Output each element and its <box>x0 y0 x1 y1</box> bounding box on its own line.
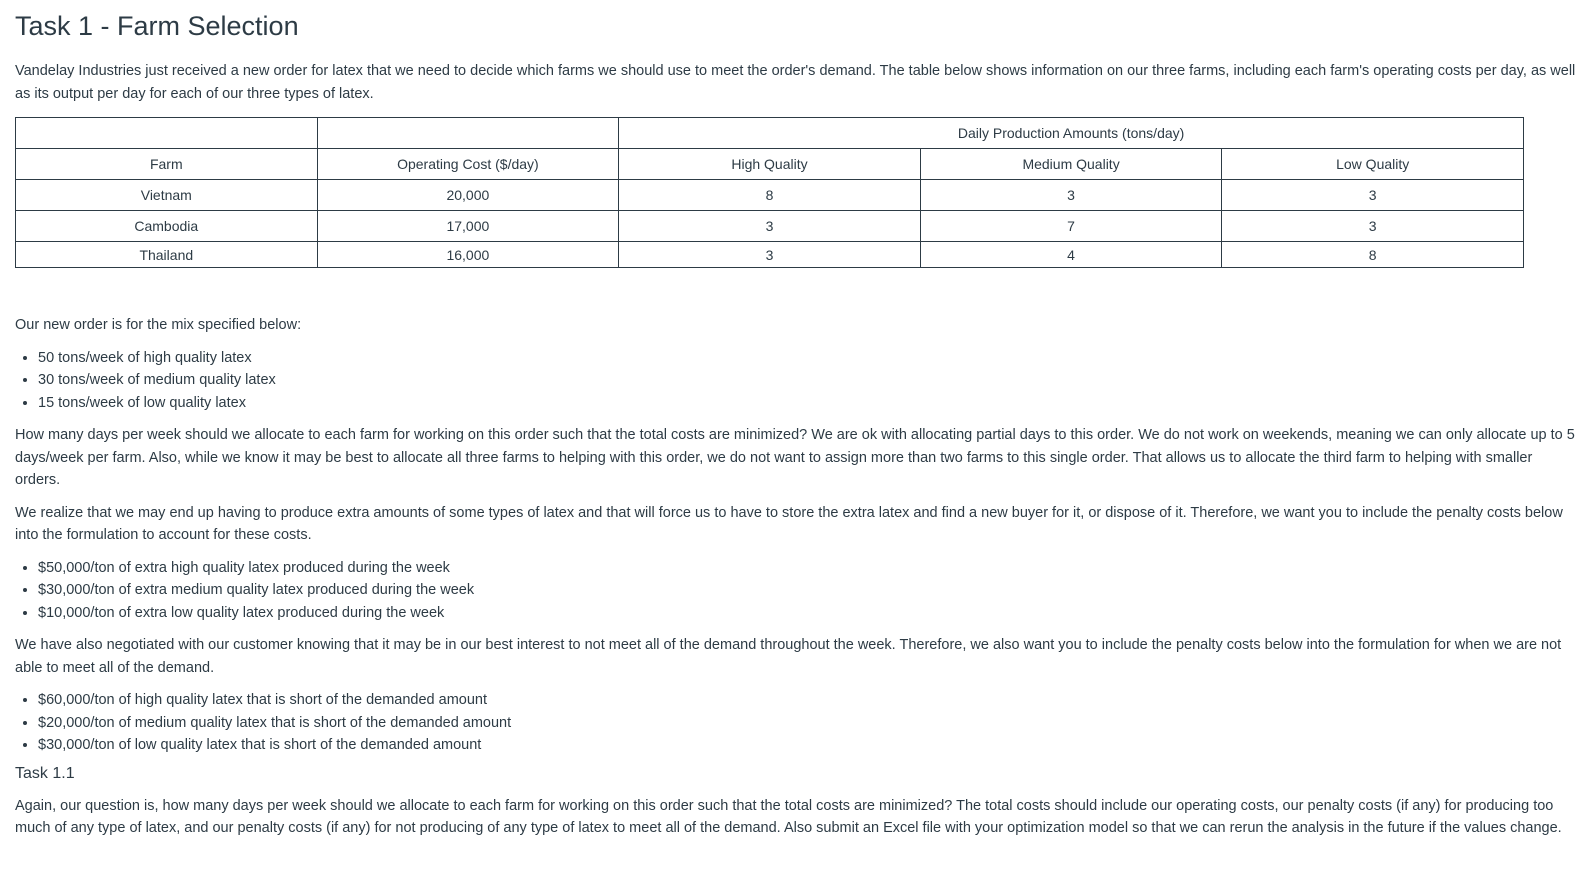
table-cell <box>16 118 318 149</box>
list-item: • $30,000/ton of extra medium quality latex produced during the week <box>38 579 1580 602</box>
list-item: • $20,000/ton of medium quality latex that is short of the demanded amount <box>38 712 1580 735</box>
table-row <box>16 180 1524 211</box>
table-cell: 20,000 <box>317 180 619 211</box>
task-paragraph: Again, our question is, how many days per week should we allocate to each farm for working on this order such that the total costs are minimized? The total costs should include our operating costs, our penalty costs (if any) for producing too much of any type of latex, and our penalty costs (if any) for not producing of any type of latex to meet all of the demand. Also submit an Excel file with your optimization model so that we can rerun the analysis in the future if the values change. <box>15 797 1562 836</box>
list-item: • $10,000/ton of extra low quality latex produced during the week <box>38 602 1580 625</box>
table-row <box>16 211 1524 242</box>
page-content <box>15 0 1580 840</box>
table-header-row <box>16 149 1524 180</box>
order-intro: Our new order is for the mix specified below: <box>15 317 302 333</box>
table-cell <box>317 118 619 149</box>
table-cell: 3 <box>1222 211 1524 242</box>
intro-paragraph: Vandelay Industries just received a new order for latex that we need to decide which farms we should use to meet the order's demand. The table below shows information on our three farms, including each farm's operating costs per day, as well as its output per day for each of our three types of latex. <box>15 63 1576 102</box>
order-list <box>15 347 1580 415</box>
table-cell: Cambodia <box>16 211 318 242</box>
list-item: • $50,000/ton of extra high quality latex produced during the week <box>38 557 1580 580</box>
column-header: Medium Quality <box>920 149 1222 180</box>
extra-intro: We realize that we may end up having to produce extra amounts of some types of latex and that will force us to have to store the extra latex and find a new buyer for it, or dispose of it. Therefore, we want you to include the penalty costs below into the formulation to account for these costs. <box>15 504 1563 543</box>
list-item: • 30 tons/week of medium quality latex <box>38 369 1580 392</box>
table-cell: 8 <box>1222 242 1524 268</box>
question-paragraph: How many days per week should we allocate to each farm for working on this order such that the total costs are minimized? We are ok with allocating partial days to this order. We do not work on weekends, meaning we can only allocate up to 5 days/week per farm. Also, while we know it may be best to allocate all three farms to helping with this order, we do not want to assign more than two farms to this single order. That allows us to allocate the third farm to helping with smaller orders. <box>15 427 1575 488</box>
farm-table <box>15 117 1524 268</box>
task-heading: Task 1.1 <box>15 764 75 782</box>
page-title: Task 1 - Farm Selection <box>15 11 299 41</box>
short-intro: We have also negotiated with our customer knowing that it may be in our best interest to not meet all of the demand throughout the week. Therefore, we also want you to include the penalty costs below into the formulation for when we are not able to meet all of the demand. <box>15 637 1562 676</box>
column-header: High Quality <box>619 149 921 180</box>
table-cell: 17,000 <box>317 211 619 242</box>
list-item: • 15 tons/week of low quality latex <box>38 392 1580 415</box>
table-cell: Thailand <box>16 242 318 268</box>
column-header: Operating Cost ($/day) <box>317 149 619 180</box>
table-cell: 3 <box>619 242 921 268</box>
list-item: • 50 tons/week of high quality latex <box>38 347 1580 370</box>
short-penalty-list <box>15 689 1580 757</box>
table-cell: Vietnam <box>16 180 318 211</box>
table-group-header-row <box>16 118 1524 149</box>
table-cell: 16,000 <box>317 242 619 268</box>
table-cell: 3 <box>619 211 921 242</box>
table-cell: 3 <box>1222 180 1524 211</box>
list-item: • $60,000/ton of high quality latex that is short of the demanded amount <box>38 689 1580 712</box>
table-cell: 4 <box>920 242 1222 268</box>
extra-penalty-list <box>15 557 1580 625</box>
table-cell: 8 <box>619 180 921 211</box>
table-cell: 3 <box>920 180 1222 211</box>
table-cell: 7 <box>920 211 1222 242</box>
production-group-header: Daily Production Amounts (tons/day) <box>619 118 1524 149</box>
column-header: Farm <box>16 149 318 180</box>
table-row <box>16 242 1524 268</box>
list-item: • $30,000/ton of low quality latex that is short of the demanded amount <box>38 734 1580 757</box>
column-header: Low Quality <box>1222 149 1524 180</box>
